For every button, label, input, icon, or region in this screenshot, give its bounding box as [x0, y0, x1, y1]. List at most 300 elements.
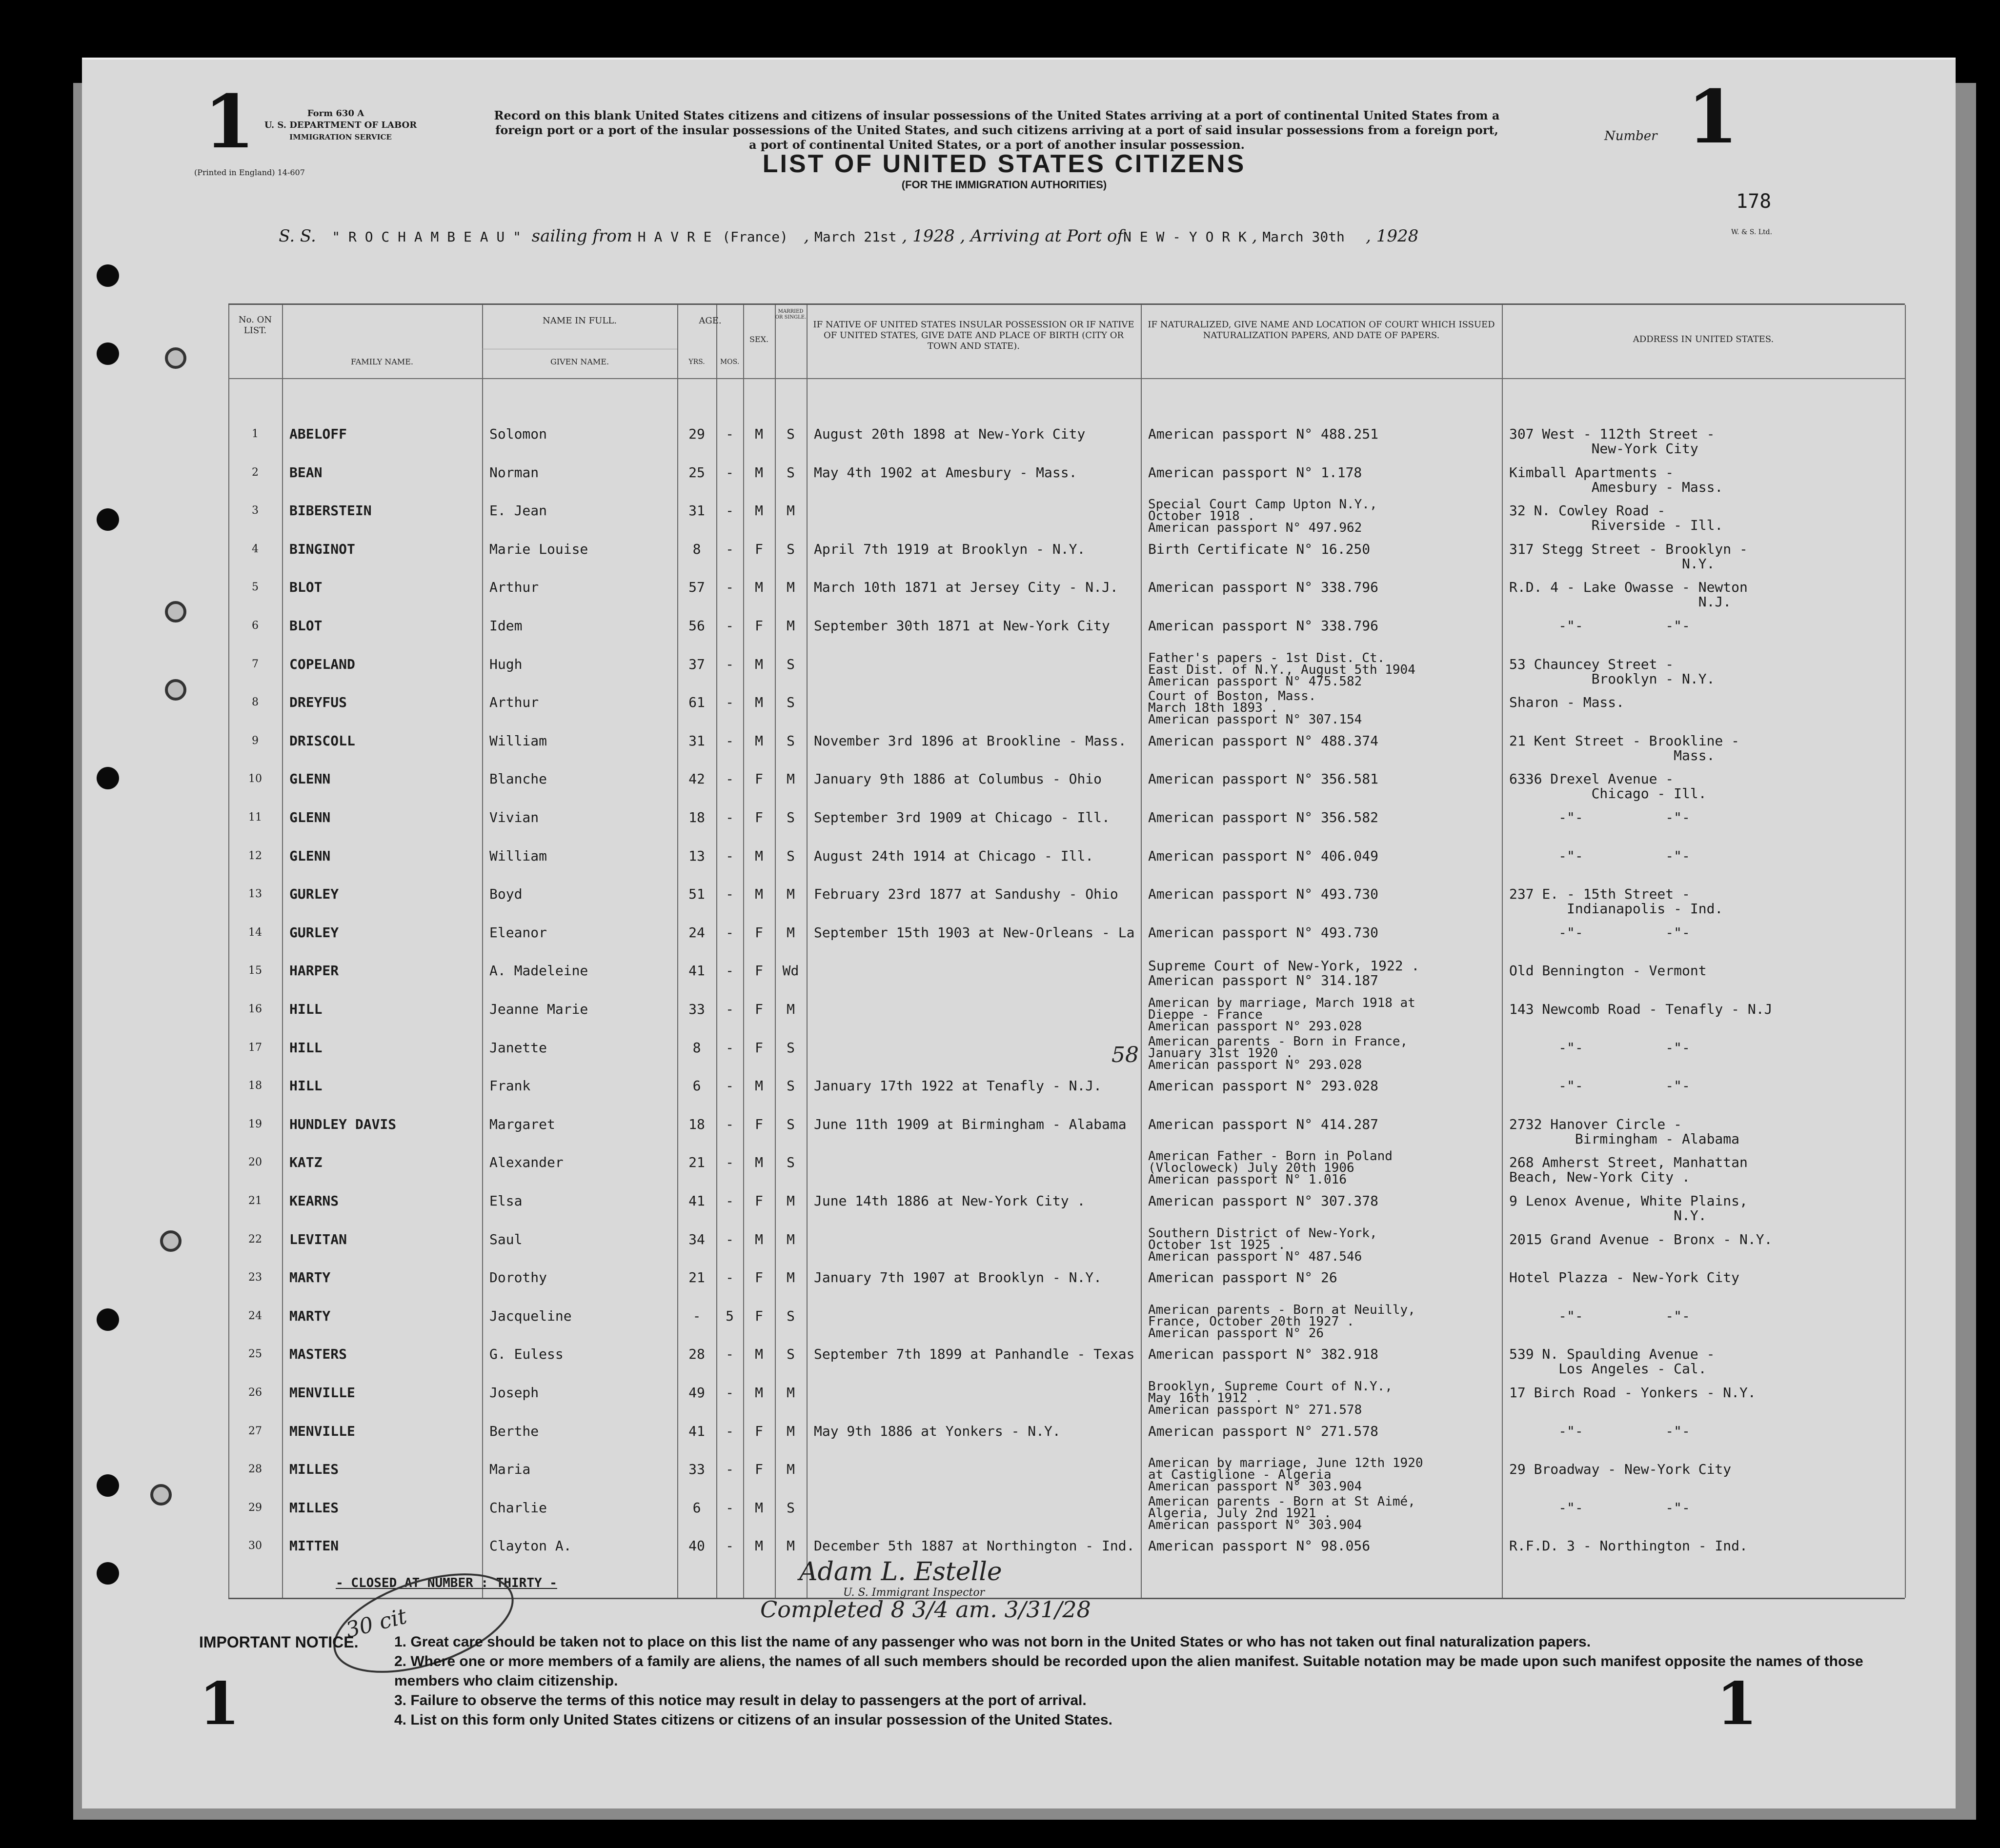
cell-given: Arthur: [489, 694, 539, 711]
col-married: MARRIED OR SINGLE.: [775, 309, 807, 320]
cell-birth: August 24th 1914 at Chicago - Ill.: [814, 847, 1094, 864]
cell-yrs: 31: [688, 732, 705, 749]
cell-yrs: 41: [688, 1423, 705, 1439]
cell-sex: F: [755, 963, 763, 979]
cell-birth: April 7th 1919 at Brooklyn - N.Y.: [814, 541, 1086, 557]
cell-yrs: 57: [688, 579, 705, 596]
instructions: Record on this blank United States citizens and citizens of insular possessions of the United States arriving at a port of continental United States from a foreign port or a port of the insular possessions of the United States, and such citizens arriving at a port of said insular possessions from a foreign port, a port of continental United States, or a port of another insular possession.: [494, 108, 1500, 152]
cell-married: S: [787, 541, 795, 557]
cell-given: Eleanor: [489, 924, 547, 941]
cell-mos: 5: [726, 1307, 734, 1324]
cell-married: M: [787, 579, 795, 596]
cell-given: Charlie: [489, 1499, 547, 1516]
cell-address: -"- -"-: [1509, 618, 1690, 634]
cell-naturalized: American passport N° 271.578: [1148, 1423, 1379, 1439]
cell-address: 29 Broadway - New-York City: [1509, 1461, 1732, 1478]
cell-given: Boyd: [489, 886, 523, 903]
col-given: GIVEN NAME.: [550, 357, 609, 366]
cell-address: Old Bennington - Vermont: [1509, 963, 1707, 979]
cell-sex: M: [755, 1078, 763, 1094]
cell-address: 268 Amherst Street, Manhattan Beach, New-York City .: [1509, 1154, 1748, 1185]
cell-mos: -: [726, 1385, 734, 1401]
cell-given: Arthur: [489, 579, 539, 596]
cell-married: M: [787, 1231, 795, 1247]
cell-family: BLOT: [289, 618, 323, 634]
cell-yrs: 18: [688, 1116, 705, 1132]
cell-married: S: [787, 464, 795, 481]
cell-yrs: 49: [688, 1385, 705, 1401]
cell-sex: F: [755, 541, 763, 557]
cell-sex: M: [755, 464, 763, 481]
cell-sex: M: [755, 1346, 763, 1363]
cell-no: 11: [248, 811, 262, 824]
cell-sex: F: [755, 1193, 763, 1209]
cell-mos: -: [726, 732, 734, 749]
col-age: AGE.: [699, 316, 722, 326]
cell-birth: February 23rd 1877 at Sandushy - Ohio: [814, 886, 1118, 903]
cell-address: -"- -"-: [1509, 1039, 1690, 1056]
arrival-year: 1928: [1376, 226, 1419, 246]
cell-given: Clayton A.: [489, 1538, 572, 1554]
cell-family: GURLEY: [289, 924, 339, 941]
cell-married: M: [787, 771, 795, 787]
cell-sex: M: [755, 1154, 763, 1171]
binder-ring: [165, 679, 186, 701]
cell-no: 16: [248, 1003, 262, 1015]
binder-hole: [97, 508, 119, 531]
cell-sex: M: [755, 502, 763, 519]
cell-sex: M: [755, 1499, 763, 1516]
notice-heading: IMPORTANT NOTICE.: [199, 1633, 359, 1651]
cell-sex: M: [755, 579, 763, 596]
notice-item: 4. List on this form only United States citizens or citizens of an insular possession of the United States.: [394, 1712, 1112, 1728]
cell-no: 27: [248, 1425, 262, 1437]
cell-sex: F: [755, 618, 763, 634]
cell-mos: -: [726, 1116, 734, 1132]
cell-mos: -: [726, 426, 734, 442]
cell-given: Solomon: [489, 426, 547, 442]
cell-married: S: [787, 1078, 795, 1094]
cell-no: 5: [252, 581, 259, 594]
number-label: Number: [1604, 129, 1657, 143]
cell-family: MARTY: [289, 1307, 331, 1324]
cell-naturalized: American passport N° 406.049: [1148, 847, 1379, 864]
cell-birth: November 3rd 1896 at Brookline - Mass.: [814, 732, 1127, 749]
ss-label: S. S.: [279, 226, 316, 246]
cell-no: 24: [248, 1309, 262, 1322]
cell-yrs: 13: [688, 847, 705, 864]
cell-mos: -: [726, 1423, 734, 1439]
cell-address: 9 Lenox Avenue, White Plains, N.Y.: [1509, 1193, 1748, 1224]
cell-naturalized: American passport N° 307.378: [1148, 1193, 1379, 1209]
cell-naturalized: American passport N° 356.582: [1148, 809, 1379, 825]
cell-family: BEAN: [289, 464, 323, 481]
cell-address: 307 West - 112th Street - New-York City: [1509, 426, 1715, 457]
cell-yrs: 28: [688, 1346, 705, 1363]
cell-mos: -: [726, 1001, 734, 1017]
cell-family: DRISCOLL: [289, 732, 355, 749]
binder-hole: [97, 1474, 119, 1497]
cell-naturalized: Birth Certificate N° 16.250: [1148, 541, 1371, 557]
cell-naturalized: American Father - Born in Poland (Vlocloweck) July 20th 1906 American passport N° 1.016: [1148, 1149, 1393, 1187]
cell-married: S: [787, 1346, 795, 1363]
cell-birth: August 20th 1898 at New-York City: [814, 426, 1086, 442]
ship-name: " R O C H A M B E A U ": [332, 229, 521, 245]
cell-family: MITTEN: [289, 1538, 339, 1554]
cell-married: Wd: [782, 963, 799, 979]
cell-mos: -: [726, 1231, 734, 1247]
arriving-label: Arriving at Port of: [970, 226, 1124, 246]
col-sex: SEX.: [749, 335, 769, 344]
cell-birth: September 30th 1871 at New-York City: [814, 618, 1110, 634]
cell-given: Dorothy: [489, 1269, 547, 1286]
cell-married: S: [787, 426, 795, 442]
cell-given: Elsa: [489, 1193, 523, 1209]
cell-naturalized: American passport N° 356.581: [1148, 771, 1379, 787]
cell-married: M: [787, 1269, 795, 1286]
cell-no: 30: [248, 1540, 262, 1552]
cell-address: -"- -"-: [1509, 1423, 1690, 1439]
cell-naturalized: Supreme Court of New-York, 1922 . American passport N° 314.187: [1148, 958, 1420, 989]
cell-naturalized: American passport N° 382.918: [1148, 1346, 1379, 1363]
cell-married: M: [787, 618, 795, 634]
cell-no: 23: [248, 1271, 262, 1284]
cell-mos: -: [726, 579, 734, 596]
cell-family: GLENN: [289, 771, 331, 787]
closed-line: - CLOSED AT NUMBER : THIRTY -: [336, 1576, 557, 1590]
cell-sex: F: [755, 1423, 763, 1439]
cell-address: 21 Kent Street - Brookline - Mass.: [1509, 732, 1740, 763]
notice-list: [394, 1632, 1917, 1730]
cell-yrs: 6: [692, 1078, 701, 1094]
cell-birth: January 17th 1922 at Tenafly - N.J.: [814, 1078, 1102, 1094]
cell-naturalized: Special Court Camp Upton N.Y., October 1918 . American passport N° 497.962: [1148, 497, 1377, 536]
cell-family: HILL: [289, 1078, 323, 1094]
cell-mos: -: [726, 847, 734, 864]
cell-family: HARPER: [289, 963, 339, 979]
cell-mos: -: [726, 541, 734, 557]
list-number-bottom-right: 1: [1717, 1669, 1758, 1738]
cell-yrs: 6: [692, 1499, 701, 1516]
arrival-date: March 30th: [1262, 229, 1345, 245]
cell-given: Janette: [489, 1039, 547, 1056]
cell-mos: -: [726, 618, 734, 634]
binder-hole: [97, 342, 119, 365]
cell-family: GURLEY: [289, 886, 339, 903]
cell-naturalized: American parents - Born at St Aimé, Algeria, July 2nd 1921 . American passport N° 303.904: [1148, 1494, 1415, 1532]
cell-yrs: 33: [688, 1461, 705, 1478]
cell-address: 143 Newcomb Road - Tenafly - N.J: [1509, 1001, 1773, 1017]
cell-yrs: 40: [688, 1538, 705, 1554]
cell-yrs: -: [692, 1307, 701, 1324]
cell-birth: December 5th 1887 at Northington - Ind.: [814, 1538, 1135, 1554]
cell-given: G. Euless: [489, 1346, 564, 1363]
col-birth: IF NATIVE OF UNITED STATES INSULAR POSSESSION OR IF NATIVE OF UNITED STATES, GIVE DATE AND PLACE OF BIRTH (CITY OR TOWN AND STATE).: [813, 320, 1134, 351]
cell-address: 6336 Drexel Avenue - Chicago - Ill.: [1509, 771, 1707, 802]
cell-naturalized: Court of Boston, Mass. March 18th 1893 . American passport N° 307.154: [1148, 689, 1362, 727]
arrival-port: N E W - Y O R K: [1123, 229, 1247, 245]
list-number-bottom-left: 1: [199, 1669, 240, 1738]
cell-given: Hugh: [489, 656, 523, 672]
cell-no: 9: [252, 734, 259, 747]
cell-given: William: [489, 732, 547, 749]
cell-mos: -: [726, 1346, 734, 1363]
cell-sex: M: [755, 847, 763, 864]
cell-birth: March 10th 1871 at Jersey City - N.J.: [814, 579, 1118, 596]
cell-family: ABELOFF: [289, 426, 347, 442]
col-yrs: YRS.: [688, 358, 705, 366]
cell-no: 21: [248, 1195, 262, 1207]
cell-no: 28: [248, 1463, 262, 1476]
cell-address: -"- -"-: [1509, 809, 1690, 825]
cell-mos: -: [726, 1499, 734, 1516]
inspector-stamp: U. S. Immigrant Inspector: [843, 1587, 985, 1599]
cell-given: Berthe: [489, 1423, 539, 1439]
col-no: No. ON LIST.: [238, 315, 272, 336]
cell-naturalized: American by marriage, June 12th 1920 at Castiglione - Algeria American passport N° 303.904: [1148, 1456, 1423, 1494]
cell-birth: January 7th 1907 at Brooklyn - N.Y.: [814, 1269, 1102, 1286]
cell-yrs: 29: [688, 426, 705, 442]
cell-mos: -: [726, 1461, 734, 1478]
cell-yrs: 24: [688, 924, 705, 941]
cell-family: DREYFUS: [289, 694, 347, 711]
cell-given: Vivian: [489, 809, 539, 825]
cell-no: 6: [252, 620, 259, 632]
cell-family: BIBERSTEIN: [289, 502, 372, 519]
cell-family: MARTY: [289, 1269, 331, 1286]
cell-married: M: [787, 1193, 795, 1209]
cell-mos: -: [726, 1538, 734, 1554]
cell-family: MILLES: [289, 1499, 339, 1516]
cell-naturalized: Father's papers - 1st Dist. Ct. East Dist. of N.Y., August 5th 1904 American passport N° 475.582: [1148, 650, 1415, 689]
voyage-line: S. S. " R O C H A M B E A U " sailing from H A V R E (France) , March 21st , 1928 , Arriving at Port ofN E W - Y O R K , March 30th , 1928: [279, 226, 1419, 246]
page-subtitle: (FOR THE IMMIGRATION AUTHORITIES): [901, 179, 1107, 191]
cell-mos: -: [726, 886, 734, 903]
cell-naturalized: Southern District of New-York, October 1st 1925 . American passport N° 487.546: [1148, 1225, 1377, 1264]
cell-address: 237 E. - 15th Street - Indianapolis - Ind.: [1509, 886, 1723, 917]
department: U. S. DEPARTMENT OF LABOR: [264, 120, 417, 130]
cell-naturalized: American passport N° 98.056: [1148, 1538, 1371, 1554]
cell-family: COPELAND: [289, 656, 355, 672]
cell-given: Saul: [489, 1231, 523, 1247]
cell-family: HILL: [289, 1001, 323, 1017]
cell-given: Jacqueline: [489, 1307, 572, 1324]
cell-sex: M: [755, 1385, 763, 1401]
cell-given: Jeanne Marie: [489, 1001, 588, 1017]
cell-naturalized: American by marriage, March 1918 at Dieppe - France American passport N° 293.028: [1148, 996, 1415, 1034]
cell-married: M: [787, 1001, 795, 1017]
margin-mark: 58: [1111, 1043, 1139, 1067]
cell-sex: M: [755, 1231, 763, 1247]
cell-no: 3: [252, 504, 259, 517]
cell-address: -"- -"-: [1509, 1078, 1690, 1094]
cell-family: MENVILLE: [289, 1423, 355, 1439]
cell-given: Marie Louise: [489, 541, 588, 557]
cell-married: S: [787, 1499, 795, 1516]
cell-family: KATZ: [289, 1154, 323, 1171]
cell-address: -"- -"-: [1509, 924, 1690, 941]
cell-no: 12: [248, 849, 262, 862]
cell-birth: September 7th 1899 at Panhandle - Texas: [814, 1346, 1135, 1363]
cell-no: 10: [248, 773, 262, 785]
page-number: 178: [1736, 190, 1772, 213]
cell-address: 2732 Hanover Circle - Birmingham - Alabama: [1509, 1116, 1740, 1147]
cell-mos: -: [726, 809, 734, 825]
cell-no: 19: [248, 1118, 262, 1130]
cell-yrs: 37: [688, 656, 705, 672]
cell-given: E. Jean: [489, 502, 547, 519]
cell-yrs: 31: [688, 502, 705, 519]
cell-mos: -: [726, 656, 734, 672]
cell-given: Alexander: [489, 1154, 564, 1171]
cell-married: S: [787, 1154, 795, 1171]
manifest-sheet: [82, 58, 1956, 1808]
cell-no: 17: [248, 1041, 262, 1054]
from-port: H A V R E: [637, 229, 712, 245]
cell-given: William: [489, 847, 547, 864]
cell-sex: M: [755, 732, 763, 749]
col-naturalized: IF NATURALIZED, GIVE NAME AND LOCATION OF COURT WHICH ISSUED NATURALIZATION PAPERS, AND DATE OF PAPERS.: [1148, 320, 1495, 341]
cell-given: Maria: [489, 1461, 531, 1478]
cell-address: R.F.D. 3 - Northington - Ind.: [1509, 1538, 1748, 1554]
cell-sex: F: [755, 771, 763, 787]
cell-yrs: 51: [688, 886, 705, 903]
cell-address: 317 Stegg Street - Brooklyn - N.Y.: [1509, 541, 1748, 572]
cell-yrs: 42: [688, 771, 705, 787]
cell-naturalized: American passport N° 493.730: [1148, 886, 1379, 903]
col-address: ADDRESS IN UNITED STATES.: [1633, 334, 1774, 344]
cell-family: MILLES: [289, 1461, 339, 1478]
cell-no: 4: [252, 542, 259, 555]
cell-family: MENVILLE: [289, 1385, 355, 1401]
cell-no: 22: [248, 1233, 262, 1245]
col-mos: MOS.: [720, 358, 740, 366]
cell-given: Margaret: [489, 1116, 555, 1132]
cell-naturalized: American passport N° 488.374: [1148, 732, 1379, 749]
cell-sex: F: [755, 1269, 763, 1286]
cell-mos: -: [726, 771, 734, 787]
cell-address: 2015 Grand Avenue - Bronx - N.Y.: [1509, 1231, 1773, 1247]
cell-married: M: [787, 502, 795, 519]
cell-yrs: 18: [688, 809, 705, 825]
cell-family: BINGINOT: [289, 541, 355, 557]
cell-sex: M: [755, 656, 763, 672]
cell-mos: -: [726, 502, 734, 519]
sail-year: 1928: [912, 226, 955, 246]
cell-sex: M: [755, 426, 763, 442]
cell-naturalized: American passport N° 414.287: [1148, 1116, 1379, 1132]
cell-married: S: [787, 1116, 795, 1132]
page-title: LIST OF UNITED STATES CITIZENS: [762, 150, 1246, 178]
cell-naturalized: American passport N° 338.796: [1148, 579, 1379, 596]
sail-date: March 21st: [814, 229, 897, 245]
cell-naturalized: American passport N° 338.796: [1148, 618, 1379, 634]
col-name: NAME IN FULL.: [543, 316, 617, 326]
cell-given: Idem: [489, 618, 523, 634]
cell-married: M: [787, 1385, 795, 1401]
binder-ring: [165, 601, 186, 623]
cell-mos: -: [726, 1154, 734, 1171]
cell-yrs: 41: [688, 963, 705, 979]
cell-married: M: [787, 1538, 795, 1554]
cell-address: -"- -"-: [1509, 1307, 1690, 1324]
country: (France): [722, 229, 788, 245]
cell-birth: May 9th 1886 at Yonkers - N.Y.: [814, 1423, 1061, 1439]
cell-address: Hotel Plazza - New-York City: [1509, 1269, 1740, 1286]
cell-naturalized: American passport N° 1.178: [1148, 464, 1362, 481]
cell-no: 2: [252, 466, 259, 479]
cell-birth: May 4th 1902 at Amesbury - Mass.: [814, 464, 1077, 481]
cell-naturalized: Brooklyn, Supreme Court of N.Y., May 16th 1912 . American passport N° 271.578: [1148, 1379, 1393, 1417]
cell-no: 26: [248, 1386, 262, 1399]
sailing-label: sailing from: [531, 226, 632, 246]
cell-sex: F: [755, 1307, 763, 1324]
cell-no: 14: [248, 926, 262, 939]
cell-sex: F: [755, 1116, 763, 1132]
cell-no: 29: [248, 1501, 262, 1514]
cell-sex: F: [755, 1039, 763, 1056]
cell-sex: M: [755, 886, 763, 903]
cell-mos: -: [726, 1039, 734, 1056]
printer-mark: W. & S. Ltd.: [1731, 228, 1773, 236]
cell-family: BLOT: [289, 579, 323, 596]
cell-sex: F: [755, 809, 763, 825]
cell-family: GLENN: [289, 847, 331, 864]
cell-married: S: [787, 847, 795, 864]
cell-address: 17 Birch Road - Yonkers - N.Y.: [1509, 1385, 1756, 1401]
cell-naturalized: American passport N° 26: [1148, 1269, 1337, 1286]
cell-address: 32 N. Cowley Road - Riverside - Ill.: [1509, 502, 1723, 534]
cell-yrs: 25: [688, 464, 705, 481]
cell-given: Norman: [489, 464, 539, 481]
cell-sex: F: [755, 1001, 763, 1017]
list-number-right: 1: [1687, 74, 1738, 160]
cell-no: 20: [248, 1156, 262, 1169]
printed-in: (Printed in England) 14-607: [194, 168, 305, 177]
cell-family: LEVITAN: [289, 1231, 347, 1247]
col-family: FAMILY NAME.: [351, 357, 413, 366]
completed-note: Completed 8 3/4 am. 3/31/28: [760, 1596, 1091, 1623]
cell-given: Blanche: [489, 771, 547, 787]
cell-yrs: 34: [688, 1231, 705, 1247]
cell-birth: June 11th 1909 at Birmingham - Alabama: [814, 1116, 1127, 1132]
cell-married: S: [787, 656, 795, 672]
notice-item: 1. Great care should be taken not to place on this list the name of any passenger who was not born in the United States or who has not taken out final naturalization papers.: [394, 1634, 1591, 1650]
cell-married: S: [787, 1307, 795, 1324]
cell-family: MASTERS: [289, 1346, 347, 1363]
cell-married: M: [787, 924, 795, 941]
cell-given: Frank: [489, 1078, 531, 1094]
cell-family: KEARNS: [289, 1193, 339, 1209]
cell-sex: M: [755, 694, 763, 711]
cell-birth: September 15th 1903 at New-Orleans - La: [814, 924, 1135, 941]
cell-yrs: 33: [688, 1001, 705, 1017]
notice-item: 3. Failure to observe the terms of this notice may result in delay to passengers at the port of arrival.: [394, 1692, 1087, 1708]
cell-naturalized: American parents - Born at Neuilly, France, October 20th 1927 . American passport N° 26: [1148, 1302, 1415, 1341]
cell-birth: September 3rd 1909 at Chicago - Ill.: [814, 809, 1110, 825]
cell-no: 8: [252, 696, 259, 709]
binder-ring: [150, 1484, 172, 1506]
cell-sex: F: [755, 924, 763, 941]
binder-hole: [97, 264, 119, 287]
cell-address: -"- -"-: [1509, 1499, 1690, 1516]
passenger-table: [228, 303, 1905, 1599]
cell-no: 1: [252, 428, 259, 440]
cell-mos: -: [726, 694, 734, 711]
cell-mos: -: [726, 464, 734, 481]
cell-mos: -: [726, 963, 734, 979]
cell-naturalized: American passport N° 488.251: [1148, 426, 1379, 442]
